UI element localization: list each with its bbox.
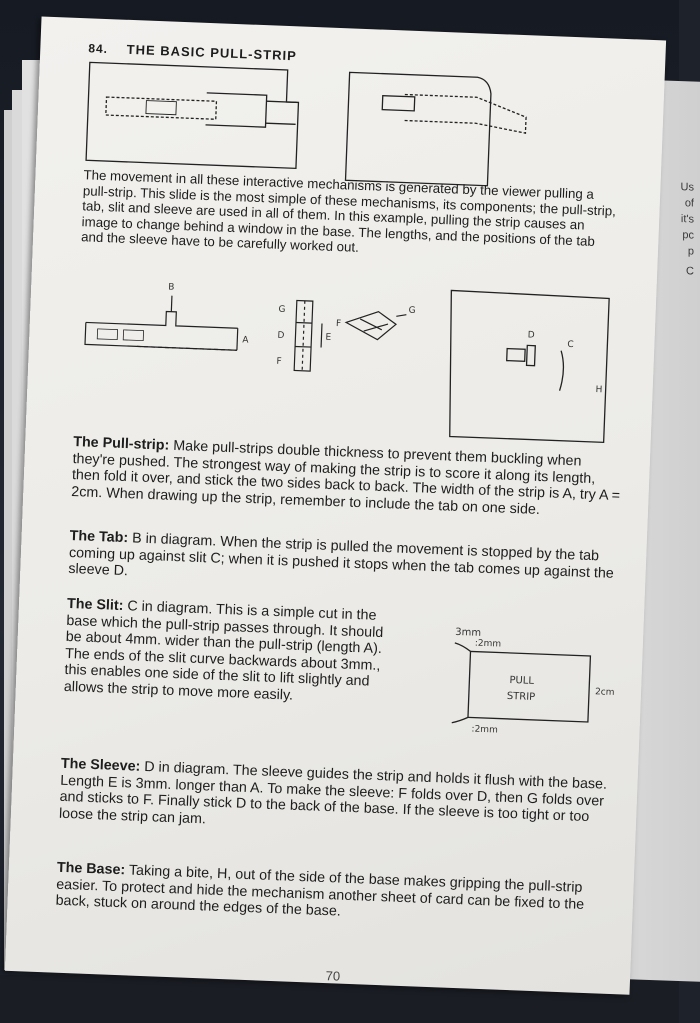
label-2cm: 2cm	[594, 687, 615, 698]
sleeve-drawing	[294, 301, 323, 372]
next-page-fragment: Us	[680, 181, 694, 194]
next-page-fragment: p	[687, 245, 694, 258]
base-body: Taking a bite, H, out of the side of the base makes gripping the pull-strip easier. To protect and hide the mechanism another sheet of card can be fixed to the back, stuck on around the edges of the base.	[55, 862, 585, 920]
page-title: THE BASIC PULL-STRIP	[126, 41, 298, 64]
label-2mm-bottom: :2mm	[471, 724, 498, 736]
label-d: D	[277, 330, 285, 342]
tab-paragraph	[68, 528, 622, 599]
slide-closed-drawing	[86, 62, 300, 168]
page-content	[55, 40, 621, 984]
label-2mm-top: :2mm	[474, 638, 502, 650]
pull-strip-heading: The Pull-strip:	[72, 434, 170, 454]
pull-strip-body: Make pull-strips double thickness to prevent them buckling when they're pushed. The strongest way of making the strip is to score it along its length, then fold it over, and stick the two sides back to back. The width of the strip is A, try A = 2cm. When drawing up the strip, remember to include the tab on one side.	[71, 437, 621, 518]
component-diagram	[74, 272, 619, 443]
label-f: F	[276, 356, 282, 367]
sleeve-paragraph	[59, 756, 613, 844]
tab-body: B in diagram. When the strip is pulled the movement is stopped by the tab coming up against slit C; when it is pushed it stops when the tab comes up against the sleeve D.	[68, 530, 615, 582]
tab-heading: The Tab:	[69, 527, 129, 547]
label-g: G	[278, 304, 286, 316]
base-heading: The Base:	[56, 859, 126, 879]
section-number: 84.	[88, 41, 109, 57]
next-page-fragment: it's	[680, 213, 694, 226]
base-drawing	[446, 290, 609, 442]
sleeve-fold-drawing	[345, 310, 406, 340]
slide-open-drawing	[346, 72, 528, 187]
pull-label: PULL	[509, 674, 535, 687]
next-page-fragment: C	[686, 265, 694, 278]
slit-heading: The Slit:	[66, 595, 124, 615]
strip-label: STRIP	[506, 690, 536, 703]
base-paragraph	[55, 860, 609, 931]
label-c: C	[567, 339, 574, 351]
label-e: E	[325, 332, 332, 343]
label-b: B	[168, 282, 175, 293]
label-g-fold: G	[408, 305, 416, 317]
sleeve-body: D in diagram. The sleeve guides the strip and holds it flush with the base. Length E is 3mm. longer than A. To make the sleeve: F folds over D, then G folds over and sticks to F. Finally stick D to the back of the base. If the sleeve is too tight or too loose the strip can jam.	[58, 758, 608, 828]
slit-paragraph	[64, 596, 398, 708]
label-a: A	[242, 335, 249, 346]
label-d-base: D	[527, 330, 535, 341]
label-h: H	[595, 385, 603, 396]
book-page	[5, 16, 666, 994]
slit-body: C in diagram. This is a simple cut in the base which the pull-strip passes through. It should be about 4mm. wider than the pull-strip (length A). The ends of the slit curve backwards about 3mm., this enables one side of the slit to lift slightly and allows the strip to move more easily.	[63, 598, 384, 704]
pull-strip-paragraph	[71, 434, 625, 522]
page-number: 70	[325, 968, 341, 984]
label-f-fold: F	[335, 319, 342, 330]
next-page-fragment: pc	[682, 229, 694, 242]
label-3mm: 3mm	[455, 626, 482, 639]
next-page-fragment: of	[684, 197, 694, 210]
sleeve-heading: The Sleeve:	[60, 755, 141, 775]
intro-paragraph: The movement in all these interactive mechanisms is generated by the viewer pulling a pull-strip. This slide is the most simple of these mechanisms, its components; the pull-strip, tab, slit and sleeve are used in all of them. In this example, pulling the strip causes an image to change behind a window in the base. The lengths, and the positions of the tab and the sleeve have to be carefully worked out.	[80, 167, 617, 255]
pull-strip-drawing	[85, 292, 239, 350]
slit-diagram	[447, 623, 631, 740]
